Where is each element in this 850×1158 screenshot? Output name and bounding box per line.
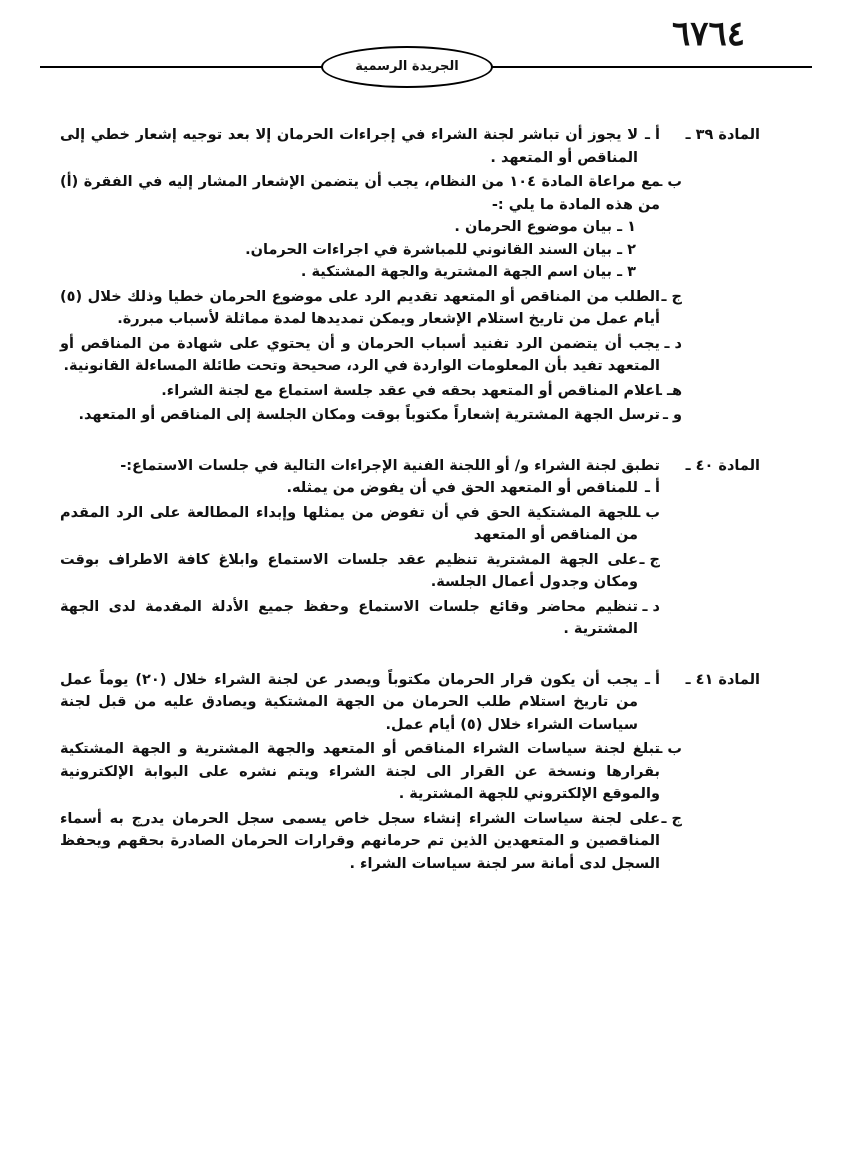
article-intro: تطبق لجنة الشراء و/ أو اللجنة الفنية الإجراءات التالية في جلسات الاستماع:- [120,457,660,474]
paragraph [60,286,682,331]
list-item [60,239,636,262]
paragraph [60,404,682,427]
article-row [60,455,760,643]
paragraph-marker: أ ـ [645,671,660,688]
paragraph-content: مع مراعاة المادة ١٠٤ من النظام، يجب أن يتضمن الإشعار المشار إليه في الفقرة (أ) من هذه المادة ما يلي :- [60,174,660,213]
paragraph-marker: أ ـ [645,127,660,143]
paragraph-marker: ب ـ [635,504,660,521]
paragraph-text [60,738,660,806]
paragraph-content: ترسل الجهة المشترية إشعاراً مكتوباً بوقت ومكان الجلسة إلى المناقص أو المتعهد. [78,407,660,423]
list-item-marker: ١ ـ [617,219,636,235]
article-body [60,669,682,878]
paragraph-content: على الجهة المشترية تنظيم عقد جلسات الاستماع وابلاغ كافة الاطراف بوقت ومكان وجدول أعمال الجلسة. [60,551,638,590]
paragraph-text [60,596,638,641]
paragraph-content: لا يجوز أن تباشر لجنة الشراء في إجراءات الحرمان إلا بعد توجيه إشعار خطي إلى المناقص أو المتعهد . [60,127,638,166]
paragraph-text [60,380,660,403]
paragraph-content: يجب أن يتضمن الرد تفنيد أسباب الحرمان و أن يحتوي على شهادة من المناقص أو المتعهد تفيد بأن المعلومات الواردة في الرد، صحيحة وتحت طائلة المساءلة القانونية. [60,335,660,374]
paragraph-content: يجب أن يكون قرار الحرمان مكتوباً ويصدر عن لجنة الشراء خلال (٢٠) يوماً عمل من تاريخ استلام طلب الحرمان من الجهة المشتكية ويصادق عليه من قبل لجنة سياسات الشراء خلال (٥) أيام عمل. [60,671,639,733]
list-item-text: بيان السند القانوني للمباشرة في اجراءات الحرمان. [245,241,612,258]
paragraph [60,669,660,737]
paragraph-content: اعلام المناقص أو المتعهد بحقه في عقد جلسة استماع مع لجنة الشراء. [161,382,660,399]
paragraph-text [60,808,660,876]
list-item-text: بيان اسم الجهة المشترية والجهة المشتكية . [300,264,612,280]
article-body [60,455,660,643]
paragraph [60,171,682,284]
article-label: المادة ٣٩ ـ [685,127,760,143]
article-label: المادة ٤٠ ـ [685,457,760,474]
paragraph-marker: ب ـ [657,741,682,757]
article-label: المادة ٤١ ـ [685,671,760,688]
paragraph-text [60,286,660,331]
paragraph [60,333,682,378]
paragraph [60,808,682,876]
paragraph-text [60,669,638,737]
article-row [60,124,760,429]
paragraph-marker: د ـ [642,598,660,615]
paragraph [60,596,660,641]
document-body [60,124,760,903]
paragraph [60,124,660,169]
paragraph-content: للجهة المشتكية الحق في أن تفوض من يمثلها وإبداء المطالعة على الرد المقدم من المناقص أو المتعهد [60,504,638,543]
paragraph-content: للمناقص أو المتعهد الحق في أن يفوض من يمثله. [286,480,638,496]
gazette-title-badge: الجريدة الرسمية [321,46,493,88]
paragraph-text [60,502,638,547]
paragraph [60,477,660,500]
list-item [60,261,636,284]
paragraph-text [60,477,638,500]
paragraph-content: تبلغ لجنة سياسات الشراء المناقص أو المتعهد والجهة المشترية و الجهة المشتكية بقرارها ونسخة عن القرار الى لجنة الشراء ويتم نشره على البوابة الإلكترونية والموقع الإلكتروني للجهة المشترية . [60,741,660,802]
paragraph-content: على لجنة سياسات الشراء إنشاء سجل خاص يسمى سجل الحرمان يدرج به أسماء المناقصين و المتعهدين الذين تم حرمانهم وقرارات الحرمان الصادرة بحقهم ويحفظ السجل لدى أمانة سر لجنة سياسات الشراء . [60,810,660,872]
article-row [60,669,760,878]
paragraph-marker: هـ ـ [656,382,682,399]
paragraph [60,549,660,594]
paragraph-text [60,404,660,427]
article [60,455,760,643]
paragraph-marker: ج ـ [661,810,682,827]
paragraph-text [60,124,638,169]
paragraph-content: الطلب من المناقص أو المتعهد تقديم الرد على موضوع الحرمان خطيا وذلك خلال (٥) أيام عمل من تاريخ استلام الإشعار ويمكن تمديدها لمدة مماثلة لأسباب مبررة. [60,288,660,327]
paragraph [60,380,682,403]
paragraph-marker: ج ـ [661,288,682,305]
paragraph-marker: ج ـ [639,551,660,568]
paragraph-text [60,171,660,284]
paragraph-marker: د ـ [664,335,682,352]
list-item-marker: ٣ ـ [617,264,636,280]
paragraph-marker: ب ـ [657,174,682,190]
list-item-text: بيان موضوع الحرمان . [454,219,612,235]
article [60,124,760,429]
page-number: ٦٧٦٤ [672,14,746,54]
list-item-marker: ٢ ـ [617,241,636,258]
paragraph-items [60,216,636,284]
paragraph-marker: أ ـ [645,480,660,496]
list-item [60,216,636,239]
paragraph-content: تنظيم محاضر وقائع جلسات الاستماع وحفظ جميع الأدلة المقدمة لدى الجهة المشترية . [60,598,638,637]
paragraph [60,738,682,806]
paragraph-marker: و ـ [662,407,682,423]
article-body [60,124,682,429]
paragraph-text [60,549,638,594]
article [60,669,760,878]
paragraph-text [60,333,660,378]
paragraph [60,502,660,547]
